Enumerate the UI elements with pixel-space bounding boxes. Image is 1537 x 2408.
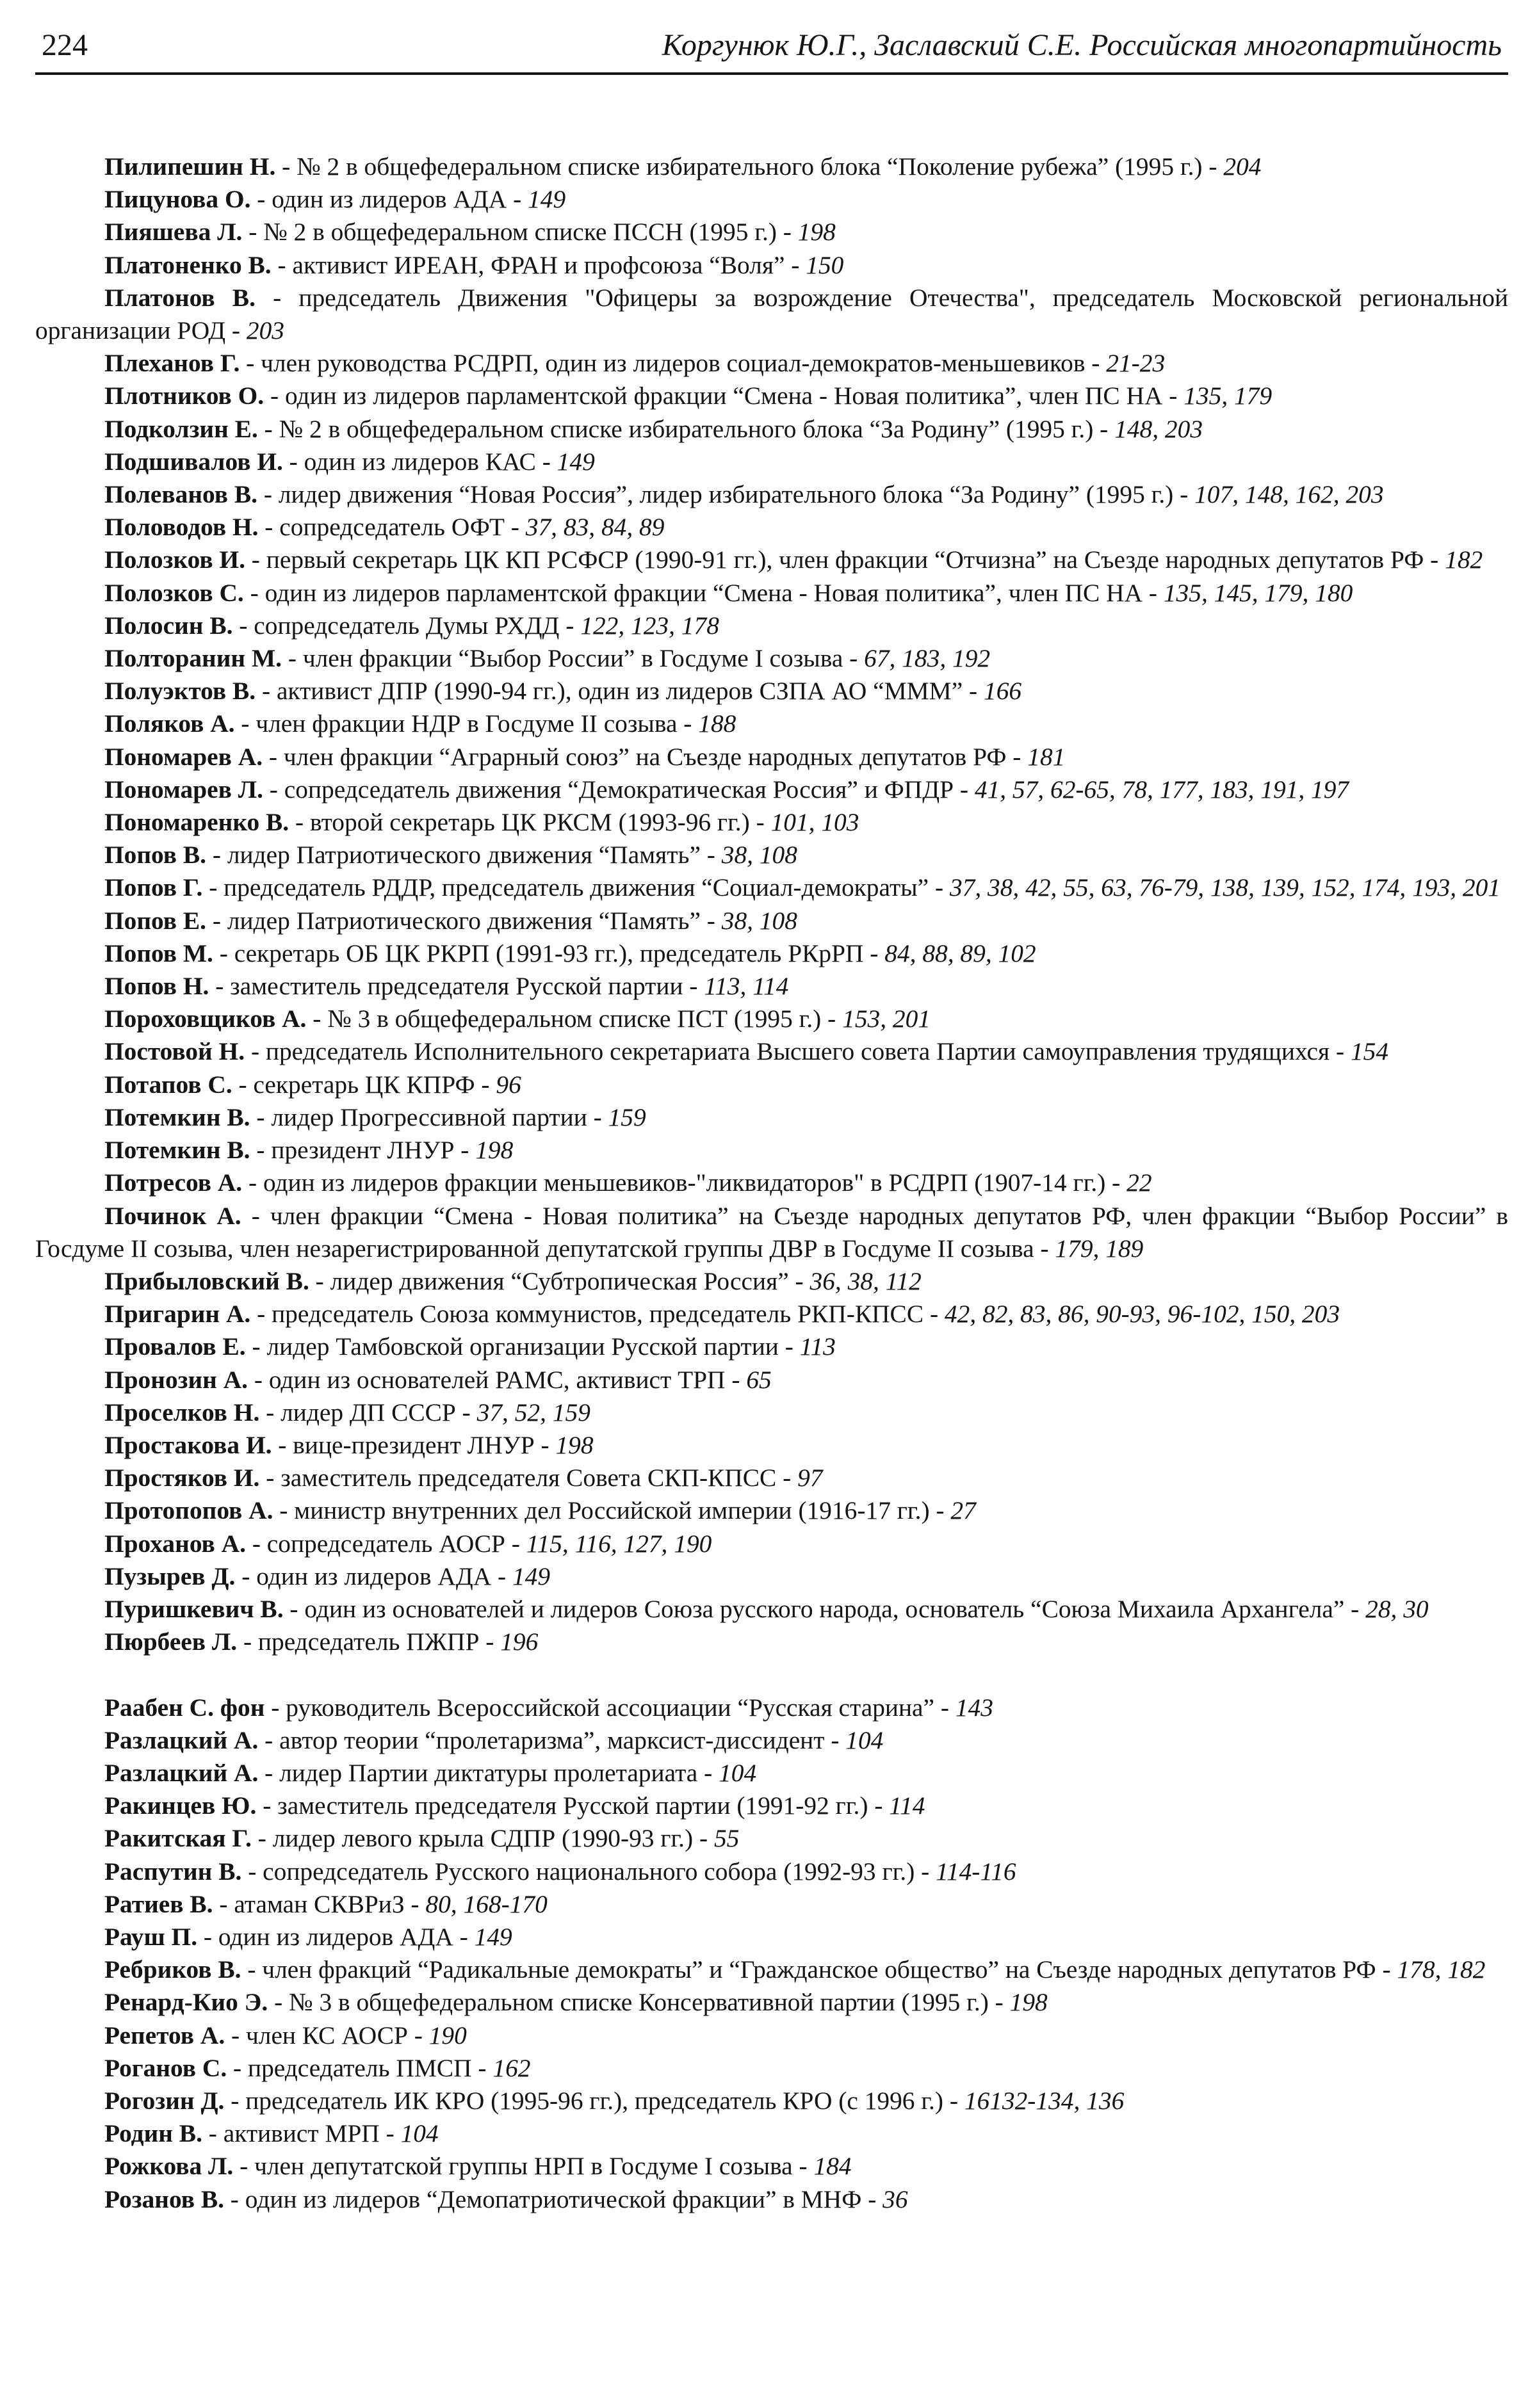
- page-references: 104: [845, 1725, 884, 1754]
- page-references: 150: [806, 250, 844, 279]
- index-entry: [35, 937, 1508, 970]
- page-references: 181: [1027, 742, 1066, 771]
- person-name: Проханов А.: [104, 1529, 246, 1558]
- index-entry: [35, 446, 1508, 478]
- entry-description: - член депутатской группы НРП в Госдуме I созыва -: [233, 2152, 814, 2181]
- entry-description: - активист ИРЕАН, ФРАН и профсоюза “Воля” -: [271, 250, 806, 279]
- entry-description: - секретарь ЦК КПРФ -: [232, 1070, 496, 1099]
- entry-description: - второй секретарь ЦК РКСМ (1993-96 гг.) -: [289, 808, 771, 837]
- index-entry: [35, 413, 1508, 446]
- page-references: 28, 30: [1365, 1594, 1429, 1623]
- page-references: 36, 38, 112: [809, 1266, 922, 1295]
- page-references: 21-23: [1106, 349, 1166, 378]
- page-references: 198: [555, 1430, 594, 1459]
- person-name: Протопопов А.: [104, 1496, 273, 1525]
- index-entry: [35, 1986, 1508, 2019]
- page-references: 204: [1223, 152, 1262, 181]
- entry-description: - один из лидеров АДА -: [250, 185, 528, 214]
- index-entry: [35, 806, 1508, 839]
- person-name: Платонов В.: [104, 283, 256, 312]
- index-entry: [35, 1429, 1508, 1462]
- index-entry: [35, 216, 1508, 248]
- index-entry: [35, 1528, 1508, 1560]
- page-references: 203: [246, 316, 284, 345]
- entry-description: - активист ДПР (1990-94 гг.), один из лидеров СЗПА АО “МММ” -: [256, 677, 984, 706]
- page-references: 38, 108: [721, 906, 797, 935]
- index-entry: [35, 1396, 1508, 1429]
- running-title: Коргунюк Ю.Г., Заславский С.Е. Российская многопартийность: [662, 28, 1502, 62]
- index-entry: [35, 2052, 1508, 2085]
- person-name: Пороховщиков А.: [104, 1005, 307, 1033]
- entry-description: - председатель Исполнительного секретариата Высшего совета Партии самоуправления трудящихся -: [245, 1037, 1351, 1066]
- person-name: Потемкин В.: [104, 1136, 250, 1165]
- person-name: Попов Г.: [104, 873, 203, 902]
- person-name: Пюрбеев Л.: [104, 1628, 238, 1656]
- entry-description: - № 2 в общефедеральном списке избирательного блока “Поколение рубежа” (1995 г.) -: [275, 152, 1224, 181]
- entry-description: - заместитель председателя Совета СКП-КПСС -: [259, 1464, 798, 1492]
- index-entry: [35, 1265, 1508, 1298]
- entry-description: - член фракции НДР в Госдуме II созыва -: [234, 709, 699, 738]
- page-references: 37, 38, 42, 55, 63, 76-79, 138, 139, 152, 174, 193, 201: [949, 873, 1500, 902]
- page-references: 84, 88, 89, 102: [884, 939, 1036, 967]
- index-entry: [35, 2183, 1508, 2216]
- index-entry: [35, 2019, 1508, 2052]
- entry-description: - один из лидеров парламентской фракции “Смена - Новая политика”, член ПС НА -: [264, 382, 1184, 410]
- entry-description: - член фракций “Радикальные демократы” и “Гражданское общество” на Съезде народных депутатов РФ -: [241, 1955, 1397, 1984]
- page-references: 37, 52, 159: [476, 1398, 590, 1426]
- entry-description: - лидер Патриотического движения “Память” -: [206, 906, 722, 935]
- page-references: 101, 103: [770, 808, 859, 837]
- index-entry: [35, 577, 1508, 610]
- entry-description: - заместитель председателя Русской партии (1991-92 гг.) -: [256, 1791, 890, 1820]
- page-references: 107, 148, 162, 203: [1194, 480, 1384, 509]
- page-references: 104: [400, 2119, 439, 2148]
- person-name: Пригарин А.: [104, 1300, 251, 1329]
- person-name: Подшивалов И.: [104, 447, 283, 476]
- page-references: 113, 114: [704, 972, 789, 1001]
- entry-description: - президент ЛНУР -: [250, 1136, 476, 1165]
- page-references: 65: [746, 1365, 772, 1394]
- entry-description: - руководитель Всероссийской ассоциации “Русская старина” -: [264, 1693, 956, 1722]
- person-name: Полторанин М.: [104, 644, 282, 673]
- person-name: Пономаренко В.: [104, 808, 289, 837]
- entry-description: - член фракции “Аграрный союз” на Съезде народных депутатов РФ -: [263, 742, 1028, 771]
- page-references: 149: [512, 1562, 551, 1590]
- index-entry: [35, 1626, 1508, 1658]
- entry-description: - один из лидеров АДА -: [235, 1562, 512, 1590]
- person-name: Ратиев В.: [104, 1889, 213, 1918]
- person-name: Ракитская Г.: [104, 1824, 252, 1853]
- person-name: Пилипешин Н.: [104, 152, 276, 181]
- index-entry: [35, 1692, 1508, 1724]
- page-references: 154: [1350, 1037, 1389, 1066]
- entry-description: - № 3 в общефедеральном списке Консервативной партии (1995 г.) -: [268, 1988, 1010, 2017]
- index-entry: [35, 741, 1508, 773]
- running-header: [35, 22, 1508, 70]
- person-name: Роганов С.: [104, 2053, 227, 2082]
- person-name: Плеханов Г.: [104, 349, 240, 378]
- person-name: Рожкова Л.: [104, 2152, 234, 2181]
- index-entry: [35, 249, 1508, 282]
- person-name: Родин В.: [104, 2119, 202, 2148]
- person-name: Ренард-Кио Э.: [104, 1988, 268, 2017]
- person-name: Пузырев Д.: [104, 1562, 236, 1590]
- entry-description: - председатель РДДР, председатель движения “Социал-демократы” -: [202, 873, 950, 902]
- entry-description: - один из лидеров фракции меньшевиков-"ликвидаторов" в РСДРП (1907-14 гг.) -: [242, 1168, 1127, 1197]
- person-name: Провалов Е.: [104, 1332, 246, 1361]
- person-name: Полосин В.: [104, 611, 233, 640]
- entry-description: - атаман СКВРиЗ -: [213, 1889, 426, 1918]
- page-references: 179, 189: [1055, 1234, 1144, 1263]
- index-entry: [35, 675, 1508, 707]
- page-references: 122, 123, 178: [580, 611, 719, 640]
- person-name: Полозков И.: [104, 545, 245, 574]
- entry-description: - лидер Патриотического движения “Память” -: [206, 841, 722, 869]
- index-entry: [35, 2150, 1508, 2183]
- index-entry: [35, 970, 1508, 1003]
- page-references: 153, 201: [842, 1005, 931, 1033]
- entry-description: - сопредседатель ОФТ -: [258, 513, 526, 542]
- page-references: 114: [889, 1791, 925, 1820]
- index-entry: [35, 1200, 1508, 1265]
- page-references: 198: [797, 218, 836, 246]
- index-entry: [35, 2085, 1508, 2117]
- index-entry: [35, 1790, 1508, 1822]
- page-references: 27: [950, 1496, 976, 1525]
- index-entry: [35, 1593, 1508, 1626]
- entry-description: - член фракции “Выбор России” в Госдуме I созыва -: [282, 644, 865, 673]
- entry-description: - председатель ИК КРО (1995-96 гг.), председатель КРО (с 1996 г.) -: [224, 2086, 964, 2115]
- person-name: Полозков С.: [104, 578, 244, 607]
- person-name: Пуришкевич В.: [104, 1594, 284, 1623]
- entry-description: - лидер ДП СССР -: [259, 1398, 477, 1426]
- page-references: 166: [984, 677, 1022, 706]
- person-name: Раабен С. фон: [104, 1693, 265, 1722]
- entry-description: - председатель ПЖПР -: [237, 1628, 501, 1656]
- entry-description: - № 2 в общефедеральном списке ПССН (1995 г.) -: [242, 218, 798, 246]
- page-references: 162: [492, 2053, 531, 2082]
- entry-description: - один из лидеров АДА -: [197, 1922, 475, 1951]
- person-name: Полеванов В.: [104, 480, 258, 509]
- index-entry: [35, 282, 1508, 347]
- index-entry: [35, 773, 1508, 806]
- entry-description: - член КС АОСР -: [225, 2021, 429, 2049]
- index-entry: [35, 1298, 1508, 1330]
- index-entry: [35, 511, 1508, 544]
- entry-description: - сопредседатель движения “Демократическая Россия” и ФПДР -: [263, 775, 975, 804]
- person-name: Потапов С.: [104, 1070, 232, 1099]
- index-entry: [35, 1003, 1508, 1035]
- person-name: Пономарев Л.: [104, 775, 263, 804]
- person-name: Прибыловский В.: [104, 1266, 309, 1295]
- page-references: 38, 108: [721, 841, 797, 869]
- page-references: 149: [557, 447, 595, 476]
- person-name: Потресов А.: [104, 1168, 243, 1197]
- index-entry: [35, 1953, 1508, 1986]
- person-name: Попов В.: [104, 841, 206, 869]
- person-name: Платоненко В.: [104, 250, 272, 279]
- person-name: Постовой Н.: [104, 1037, 245, 1066]
- index-entry: [35, 707, 1508, 740]
- index-entry: [35, 1921, 1508, 1953]
- page-references: 37, 83, 84, 89: [525, 513, 665, 542]
- entry-description: - секретарь ОБ ЦК РКРП (1991-93 гг.), председатель РКрРП -: [213, 939, 885, 967]
- index-entry: [35, 478, 1508, 511]
- page-references: 148, 203: [1114, 414, 1203, 443]
- person-name: Репетов А.: [104, 2021, 225, 2049]
- page-references: 16132-134, 136: [964, 2086, 1125, 2115]
- person-name: Поляков А.: [104, 709, 235, 738]
- entry-description: - заместитель председателя Русской партии -: [209, 972, 704, 1001]
- person-name: Проселков Н.: [104, 1398, 260, 1426]
- page-references: 55: [713, 1824, 740, 1853]
- entry-description: - лидер Партии диктатуры пролетариата -: [258, 1758, 719, 1787]
- entry-description: - председатель Движения "Офицеры за возрождение Отечества", председатель Московской региональной организации РОД -: [35, 283, 1508, 345]
- person-name: Пономарев А.: [104, 742, 263, 771]
- index-entry: [35, 380, 1508, 412]
- page-references: 97: [797, 1464, 823, 1492]
- page-references: 113: [799, 1332, 836, 1361]
- page-references: 135, 145, 179, 180: [1163, 578, 1353, 607]
- entry-description: - лидер левого крыла СДПР (1990-93 гг.) -: [251, 1824, 714, 1853]
- person-name: Попов Н.: [104, 972, 209, 1001]
- page-references: 198: [475, 1136, 514, 1165]
- page-references: 67, 183, 192: [864, 644, 991, 673]
- person-name: Распутин В.: [104, 1857, 242, 1886]
- index-entry: [35, 1069, 1508, 1101]
- index-entry: [35, 1134, 1508, 1167]
- person-name: Рогозин Д.: [104, 2086, 225, 2115]
- page-references: 114-116: [936, 1857, 1016, 1886]
- person-name: Починок А.: [104, 1201, 241, 1230]
- entry-description: - сопредседатель Русского национального собора (1992-93 гг.) -: [241, 1857, 936, 1886]
- book-page: [35, 22, 1508, 2213]
- page-references: 198: [1009, 1988, 1048, 2017]
- page-references: 80, 168-170: [425, 1889, 548, 1918]
- person-name: Полуэктов В.: [104, 677, 256, 706]
- page-number: 224: [42, 28, 88, 62]
- entry-description: - председатель Союза коммунистов, председатель РКП-КПСС -: [250, 1300, 945, 1329]
- person-name: Пронозин А.: [104, 1365, 248, 1394]
- entry-description: - вице-президент ЛНУР -: [272, 1430, 556, 1459]
- index-entry: [35, 1167, 1508, 1199]
- person-name: Простяков И.: [104, 1464, 260, 1492]
- person-name: Плотников О.: [104, 382, 264, 410]
- index-entry: [35, 1462, 1508, 1494]
- entry-description: - лидер движения “Субтропическая Россия” -: [309, 1266, 810, 1295]
- entry-description: - автор теории “пролетаризма”, марксист-диссидент -: [258, 1725, 846, 1754]
- entry-description: - один из лидеров КАС -: [282, 447, 557, 476]
- entry-description: - один из основателей и лидеров Союза русского народа, основатель “Союза Михаила Архангела” -: [283, 1594, 1366, 1623]
- entry-description: - лидер Тамбовской организации Русской партии -: [245, 1332, 800, 1361]
- index-entry: [35, 642, 1508, 675]
- index-entry: [35, 871, 1508, 904]
- index-entry: [35, 150, 1508, 183]
- entry-description: - один из основателей РАМС, активист ТРП -: [248, 1365, 747, 1394]
- person-name: Розанов В.: [104, 2185, 224, 2213]
- page-references: 149: [474, 1922, 512, 1951]
- index-entry: [35, 183, 1508, 216]
- entry-description: - один из лидеров “Демопатриотической фракции” в МНФ -: [224, 2185, 883, 2213]
- entry-description: - сопредседатель Думы РХДД -: [232, 611, 581, 640]
- entry-description: - министр внутренних дел Российской империи (1916-17 гг.) -: [273, 1496, 951, 1525]
- person-name: Подколзин Е.: [104, 414, 258, 443]
- index-entry: [35, 1364, 1508, 1396]
- index-entry: [35, 839, 1508, 871]
- index-entry: [35, 2117, 1508, 2150]
- page-references: 135, 179: [1183, 382, 1273, 410]
- person-name: Пицунова О.: [104, 185, 251, 214]
- person-name: Простакова И.: [104, 1430, 272, 1459]
- page-references: 115, 116, 127, 190: [526, 1529, 712, 1558]
- index-entry: [35, 1888, 1508, 1921]
- index-entry: [35, 1822, 1508, 1855]
- page-references: 96: [496, 1070, 521, 1099]
- page-references: 190: [428, 2021, 467, 2049]
- page-references: 143: [955, 1693, 993, 1722]
- page-references: 36: [882, 2185, 908, 2213]
- index-entry: [35, 1757, 1508, 1790]
- page-references: 149: [528, 185, 566, 214]
- page-references: 178, 182: [1397, 1955, 1486, 1984]
- index-entry: [35, 1560, 1508, 1593]
- person-name: Разлацкий А.: [104, 1725, 259, 1754]
- entry-description: - № 2 в общефедеральном списке избирательного блока “За Родину” (1995 г.) -: [257, 414, 1115, 443]
- person-name: Попов Е.: [104, 906, 206, 935]
- name-index: [35, 150, 1508, 2216]
- person-name: Ракинцев Ю.: [104, 1791, 257, 1820]
- index-entry: [35, 347, 1508, 380]
- index-entry: [35, 905, 1508, 937]
- entry-description: - один из лидеров парламентской фракции “Смена - Новая политика”, член ПС НА -: [243, 578, 1164, 607]
- person-name: Рауш П.: [104, 1922, 198, 1951]
- index-entry: [35, 1724, 1508, 1757]
- entry-description: - № 3 в общефедеральном списке ПСТ (1995 г.) -: [306, 1005, 843, 1033]
- page-references: 184: [813, 2152, 852, 2181]
- page-references: 41, 57, 62-65, 78, 177, 183, 191, 197: [974, 775, 1349, 804]
- entry-description: - лидер Прогрессивной партии -: [250, 1103, 608, 1131]
- index-entry: [35, 544, 1508, 576]
- person-name: Попов М.: [104, 939, 213, 967]
- page-references: 104: [719, 1758, 757, 1787]
- index-entry: [35, 1101, 1508, 1134]
- page-references: 196: [500, 1628, 539, 1656]
- person-name: Пияшева Л.: [104, 218, 243, 246]
- person-name: Разлацкий А.: [104, 1758, 259, 1787]
- page-references: 159: [608, 1103, 646, 1131]
- person-name: Ребриков В.: [104, 1955, 241, 1984]
- page-references: 188: [698, 709, 736, 738]
- entry-description: - член руководства РСДРП, один из лидеров социал-демократов-меньшевиков -: [240, 349, 1107, 378]
- entry-description: - сопредседатель АОСР -: [245, 1529, 526, 1558]
- person-name: Половодов Н.: [104, 513, 259, 542]
- index-entry: [35, 610, 1508, 642]
- entry-description: - лидер движения “Новая Россия”, лидер избирательного блока “За Родину” (1995 г.) -: [257, 480, 1195, 509]
- entry-description: - председатель ПМСП -: [227, 2053, 493, 2082]
- index-entry: [35, 1330, 1508, 1363]
- entry-description: - член фракции “Смена - Новая политика” на Съезде народных депутатов РФ, член фракции “Выбор России” в Госдуме II созыва, член незарегистрированной депутатской группы ДВР в Госдуме II созыва -: [35, 1201, 1508, 1263]
- index-entry: [35, 1035, 1508, 1068]
- page-references: 42, 82, 83, 86, 90-93, 96-102, 150, 203: [944, 1300, 1340, 1329]
- page-references: 22: [1126, 1168, 1152, 1197]
- entry-description: - первый секретарь ЦК КП РСФСР (1990-91 гг.), член фракции “Отчизна” на Съезде народных депутатов РФ -: [245, 545, 1445, 574]
- index-entry: [35, 1855, 1508, 1888]
- header-rule: [35, 72, 1508, 75]
- index-entry: [35, 1494, 1508, 1527]
- person-name: Потемкин В.: [104, 1103, 250, 1131]
- entry-description: - активист МРП -: [202, 2119, 401, 2148]
- page-references: 182: [1445, 545, 1483, 574]
